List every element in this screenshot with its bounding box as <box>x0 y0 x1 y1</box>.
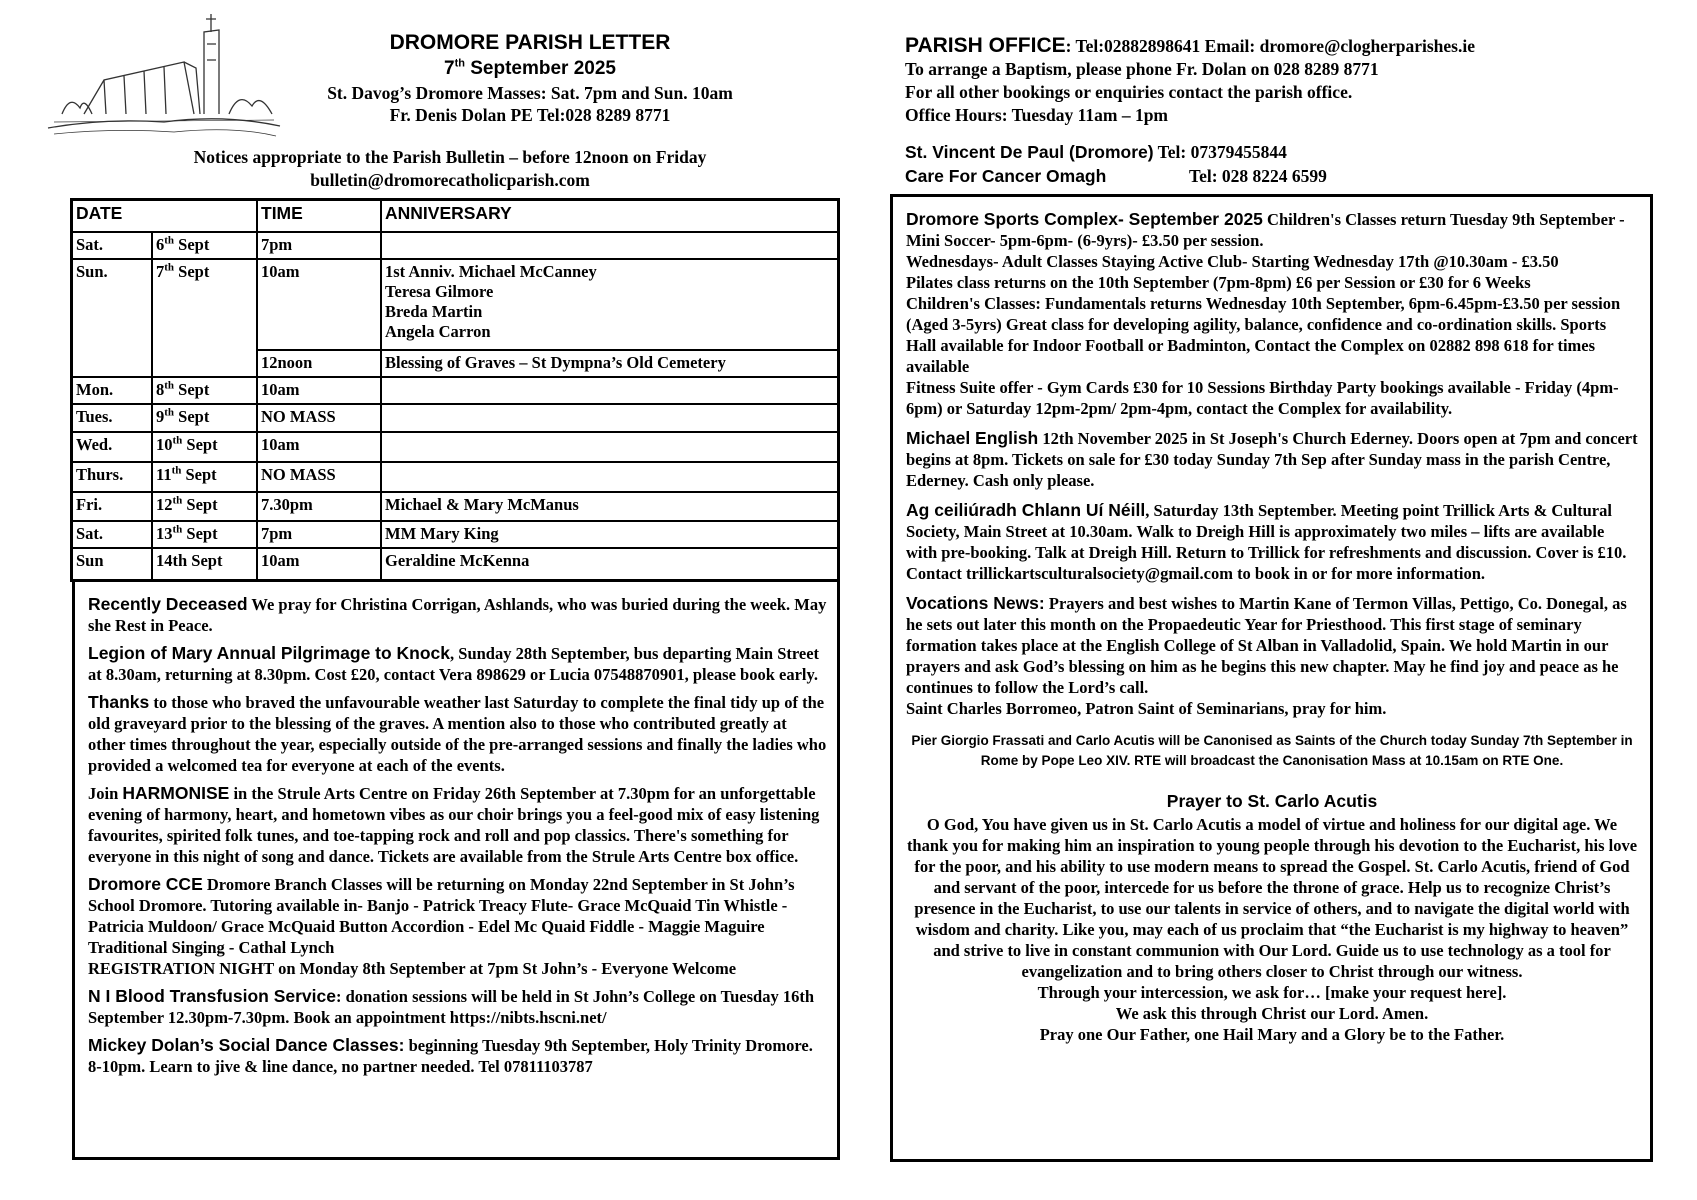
cell-anniversary <box>381 259 837 349</box>
mass-schedule-table <box>70 198 840 582</box>
cell-date <box>152 232 257 259</box>
notice-body: We pray for Christina Corrigan, Ashlands, who was buried during the week. May she Rest in Peace. <box>88 595 827 635</box>
cell-date <box>152 462 257 491</box>
table-row <box>73 259 837 349</box>
anniversary-name: Breda Martin <box>385 302 483 322</box>
date-sup: th <box>164 406 175 419</box>
date-rest: Sept <box>182 494 218 514</box>
prayer-line: Through your intercession, we ask for… [make your request here]. <box>1037 983 1507 1002</box>
date-num: 10 <box>156 434 173 454</box>
notice-item <box>906 593 1638 719</box>
cell-time: 10am <box>257 377 381 404</box>
table-row <box>73 432 837 462</box>
contacts <box>905 140 1665 188</box>
left-notices-box <box>72 582 840 1160</box>
date-sup: th <box>164 234 175 247</box>
anniversary-name: Angela Carron <box>385 322 491 342</box>
office-baptism: To arrange a Baptism, please phone Fr. Dolan on 028 8289 8771 <box>905 59 1379 79</box>
notice-item <box>88 692 827 776</box>
office-label: PARISH OFFICE <box>905 34 1066 57</box>
notice-item <box>88 643 827 685</box>
cell-anniversary <box>381 548 837 579</box>
notice-body: : donation sessions will be held in St John’s College on Tuesday 16th September 12.30pm-7.30pm. Book an appointment https://nibts.hscni.net/ <box>88 987 814 1027</box>
notice-body: , Saturday 13th September. Meeting point Trillick Arts & Cultural Society, Main Street at 10.30am. Walk to Dreigh Hill is approximately two miles – lifts are available with pre-booking. Talk at Dreigh Hill. Return to Trillick for refreshments and discussion. Cover is £10. Contact trillickartsculturalsociety@gmail.com to book in or for more information. <box>906 501 1627 583</box>
notice-heading: Ag ceiliúradh Chlann Uí Néill <box>906 500 1146 520</box>
cell-day: Mon. <box>73 377 152 404</box>
church-sketch-image <box>44 10 284 150</box>
contact-svp <box>905 140 1665 164</box>
prayer-line: Pray one Our Father, one Hail Mary and a Glory be to the Father. <box>1039 1025 1505 1044</box>
contact-value: Tel: 028 8224 6599 <box>1189 166 1327 186</box>
col-anniversary: ANNIVERSARY <box>381 201 837 232</box>
date-num: 14th Sept <box>156 551 223 571</box>
date-num: 13 <box>156 524 173 544</box>
anniversary-name: MM Mary King <box>385 524 499 544</box>
notice-heading: Dromore CCE <box>88 874 203 894</box>
anniversary-name: Michael & Mary McManus <box>385 494 579 514</box>
notice-body: Prayers and best wishes to Martin Kane of Termon Villas, Pettigo, Co. Donegal, as he sets out later this month on the Propaedeutic Year for Priesthood. This first stage of seminary formation takes place at the English College of St Alban in Valladolid, Spain. We hold Martin in our prayers and ask God’s blessing on him as he begins this new chapter. May he find joy and peace as he continues to follow the Lord’s call. <box>906 594 1627 697</box>
notice-line: Wednesdays- Adult Classes Staying Active Club- Starting Wednesday 17th @10.30am - £3.50 <box>906 252 1559 271</box>
cell-date <box>152 432 257 462</box>
cell-time: NO MASS <box>257 462 381 491</box>
notice-heading: Legion of Mary Annual Pilgrimage to Knock <box>88 643 451 663</box>
cell-anniversary <box>381 432 837 462</box>
notice-body: in the Strule Arts Centre on Friday 26th September at 7.30pm for an unforgettable evening of harmony, heart, and hometown vibes as our choir brings you a feel-good mix of easy listening favourites, spirited folk tunes, and toe-tapping rock and roll and pop classics. There's something for everyone in this night of song and dance. Tickets are available from the Strule Arts Centre box office. <box>88 784 820 866</box>
date-sup: th <box>172 523 183 536</box>
notice-item <box>88 986 827 1028</box>
cell-time: 12noon <box>257 350 381 377</box>
date-rest: Sept <box>174 407 210 427</box>
notice-line: Saint Charles Borromeo, Patron Saint of Seminarians, pray for him. <box>906 699 1387 718</box>
anniversary-name: Geraldine McKenna <box>385 551 530 571</box>
date-rest: September 2025 <box>464 58 616 79</box>
office-contact: : Tel:02882898641 Email: dromore@clogherparishes.ie <box>1065 36 1475 56</box>
letter-date <box>270 56 790 82</box>
contact-cancer <box>905 164 1665 188</box>
masses-line: St. Davog’s Dromore Masses: Sat. 7pm and Sun. 10am <box>327 83 733 103</box>
parish-office <box>905 34 1665 127</box>
table-row <box>73 521 837 548</box>
notices-line: Notices appropriate to the Parish Bulletin – before 12noon on Friday <box>193 147 707 167</box>
date-rest: Sept <box>174 262 210 282</box>
date-sup: th <box>171 464 182 477</box>
cell-date <box>152 492 257 521</box>
header <box>270 30 790 126</box>
notice-body: , Sunday 28th September, bus departing Main Street at 8.30am, returning at 8.30pm. Cost £20, contact Vera 898629 or Lucia 07548870901, please book early. <box>88 644 820 684</box>
table-row <box>73 232 837 259</box>
office-bookings: For all other bookings or enquiries contact the parish office. <box>905 82 1353 102</box>
date-num: 11 <box>156 465 172 485</box>
cell-day: Wed. <box>73 432 152 462</box>
date-sup: th <box>172 494 183 507</box>
date-num: 8 <box>156 380 165 400</box>
cell-date <box>152 259 257 377</box>
cell-time: 10am <box>257 548 381 579</box>
cell-date <box>152 521 257 548</box>
cell-time: 7.30pm <box>257 492 381 521</box>
notice-body: 12th November 2025 in St Joseph's Church Ederney. Doors open at 7pm and concert begins at 8pm. Tickets on sale for £30 today Sunday 7th Sep after Sunday mass in the parish Centre, Ederney. Cash only please. <box>906 429 1638 490</box>
notice-extra: REGISTRATION NIGHT on Monday 8th September at 7pm St John’s - Everyone Welcome <box>88 959 737 978</box>
cell-day: Sat. <box>73 521 152 548</box>
cell-time: NO MASS <box>257 404 381 431</box>
cell-anniversary <box>381 492 837 521</box>
notice-item <box>88 1035 827 1077</box>
cell-time: 10am <box>257 432 381 462</box>
prayer-title: Prayer to St. Carlo Acutis <box>1166 791 1378 811</box>
notices-info <box>120 146 780 192</box>
notice-heading: Michael English <box>906 428 1039 448</box>
cell-anniversary <box>381 462 837 491</box>
anniversary-name: 1st Anniv. Michael McCanney <box>385 262 597 282</box>
notice-body: Children's Classes return Tuesday 9th September - Mini Soccer- 5pm-6pm- (6-9yrs)- £3.50 per session. <box>906 210 1625 250</box>
notice-item <box>906 209 1638 419</box>
notice-heading: Mickey Dolan’s Social Dance Classes: <box>88 1035 405 1055</box>
notice-body: Dromore Branch Classes will be returning on Monday 22nd September in St John’s School Dromore. Tutoring available in- Banjo - Patrick Treacy Flute- Grace McQuaid Tin Whistle - Patricia Muldoon/ Grace McQuaid Button Accordion - Edel Mc Quaid Fiddle - Maggie Maguire Traditional Singing - Cathal Lynch <box>88 875 795 957</box>
cell-date <box>152 548 257 579</box>
notice-line: Children's Classes: Fundamentals returns Wednesday 10th September, 6pm-6.45pm-£3.50 per session (Aged 3-5yrs) Great class for developing agility, balance, confidence and co-ordination skills. Sports Hall available for Indoor Football or Badminton, Contact the Complex on 02882 898 618 for times available <box>906 294 1621 376</box>
cell-anniversary <box>381 404 837 431</box>
notice-item <box>906 500 1638 584</box>
cell-day: Tues. <box>73 404 152 431</box>
cell-time: 7pm <box>257 521 381 548</box>
cell-day: Sun. <box>73 259 152 377</box>
prayer-line: We ask this through Christ our Lord. Amen. <box>1115 1004 1429 1023</box>
table-row <box>73 462 837 491</box>
notice-item <box>88 874 827 979</box>
notice-item <box>88 594 827 636</box>
cell-day: Sat. <box>73 232 152 259</box>
contact-label: St. Vincent De Paul (Dromore) <box>905 142 1154 162</box>
anniversary-name: Blessing of Graves – St Dympna’s Old Cemetery <box>385 352 726 372</box>
notice-item <box>88 783 827 867</box>
notice-body: beginning Tuesday 9th September, Holy Trinity Dromore. 8-10pm. Learn to jive & line dance, no partner needed. Tel 07811103787 <box>88 1036 813 1076</box>
col-time: TIME <box>257 201 381 232</box>
notice-heading: N I Blood Transfusion Service <box>88 986 336 1006</box>
canonisation-notice: Pier Giorgio Frassati and Carlo Acutis will be Canonised as Saints of the Church today Sunday 7th September in Rome by Pope Leo XIV. RTE will broadcast the Canonisation Mass at 10.15am on RTE One. <box>911 733 1633 768</box>
prayer-body: O God, You have given us in St. Carlo Acutis a model of virtue and holiness for our digital age. We thank you for making him an inspiration to young people through his devotion to the Eucharist, his love for the poor, and his ability to use modern means to spread the Gospel. St. Carlo Acutis, friend of God and servant of the poor, intercede for us before the throne of grace. Help us to recognize Christ’s presence in the Eucharist, to use our talents in service of others, and to navigate the digital world with wisdom and charity. Like you, may each of us proclaim that “the Eucharist is my highway to heaven” and strive to live in constant communion with Our Lord. Guide us to use technology as a tool for evangelization and to bring others closer to Christ through our witness. <box>906 815 1638 981</box>
notice-item <box>906 428 1638 491</box>
date-day: 7 <box>444 58 455 79</box>
notice-pre: Join <box>88 784 123 803</box>
date-sup: th <box>172 434 183 447</box>
date-num: 7 <box>156 262 165 282</box>
col-date: DATE <box>73 201 257 232</box>
notice-heading: Vocations News: <box>906 593 1045 613</box>
date-sup: th <box>164 261 175 274</box>
date-rest: Sept <box>182 434 218 454</box>
page-title: DROMORE PARISH LETTER <box>389 31 671 54</box>
notices-email[interactable]: bulletin@dromorecatholicparish.com <box>310 170 590 190</box>
cell-day: Sun <box>73 548 152 579</box>
date-sup: th <box>454 57 465 70</box>
notice-body: to those who braved the unfavourable weather last Saturday to complete the final tidy up of the old graveyard prior to the blessing of the graves. A mention also to those who contributed greatly at other times throughout the year, especially outside of the pre-arranged sessions and finally the ladies who provided a welcomed tea for everyone at each of the events. <box>88 693 827 775</box>
date-num: 12 <box>156 494 173 514</box>
notice-heading: Recently Deceased <box>88 594 248 614</box>
cell-date <box>152 377 257 404</box>
date-num: 6 <box>156 235 165 254</box>
cell-date <box>152 404 257 431</box>
cell-time: 10am <box>257 259 381 349</box>
anniversary-name: Teresa Gilmore <box>385 282 494 302</box>
date-rest: Sept <box>174 380 210 400</box>
cell-day: Thurs. <box>73 462 152 491</box>
table-row <box>73 492 837 521</box>
cell-anniversary <box>381 350 837 377</box>
date-rest: Sept <box>174 235 210 254</box>
date-rest: Sept <box>181 465 217 485</box>
cell-anniversary <box>381 521 837 548</box>
contact-value: Tel: 07379455844 <box>1153 142 1287 162</box>
date-sup: th <box>164 379 175 392</box>
notice-line: Fitness Suite offer - Gym Cards £30 for 10 Sessions Birthday Party bookings available - Friday (4pm-6pm) or Saturday 12pm-2pm/ 2pm-4pm, contact the Complex for availability. <box>906 378 1619 418</box>
contact-label: Care For Cancer Omagh <box>905 166 1107 186</box>
table-row <box>73 404 837 431</box>
prayer-text <box>906 814 1638 1045</box>
date-num: 9 <box>156 407 165 427</box>
date-rest: Sept <box>182 524 218 544</box>
table-row <box>73 377 837 404</box>
cell-anniversary <box>381 377 837 404</box>
cell-day: Fri. <box>73 492 152 521</box>
notice-line: Pilates class returns on the 10th September (7pm-8pm) £6 per Session or £30 for 6 Weeks <box>906 273 1531 292</box>
table-row <box>73 548 837 579</box>
cell-time: 7pm <box>257 232 381 259</box>
right-notices-box <box>890 194 1653 1162</box>
notice-heading: Dromore Sports Complex- September 2025 <box>906 209 1263 229</box>
priest-line: Fr. Denis Dolan PE Tel:028 8289 8771 <box>389 105 671 125</box>
notice-heading: HARMONISE <box>122 783 230 803</box>
office-hours: Office Hours: Tuesday 11am – 1pm <box>905 105 1169 125</box>
cell-anniversary <box>381 232 837 259</box>
notice-heading: Thanks <box>88 692 150 712</box>
